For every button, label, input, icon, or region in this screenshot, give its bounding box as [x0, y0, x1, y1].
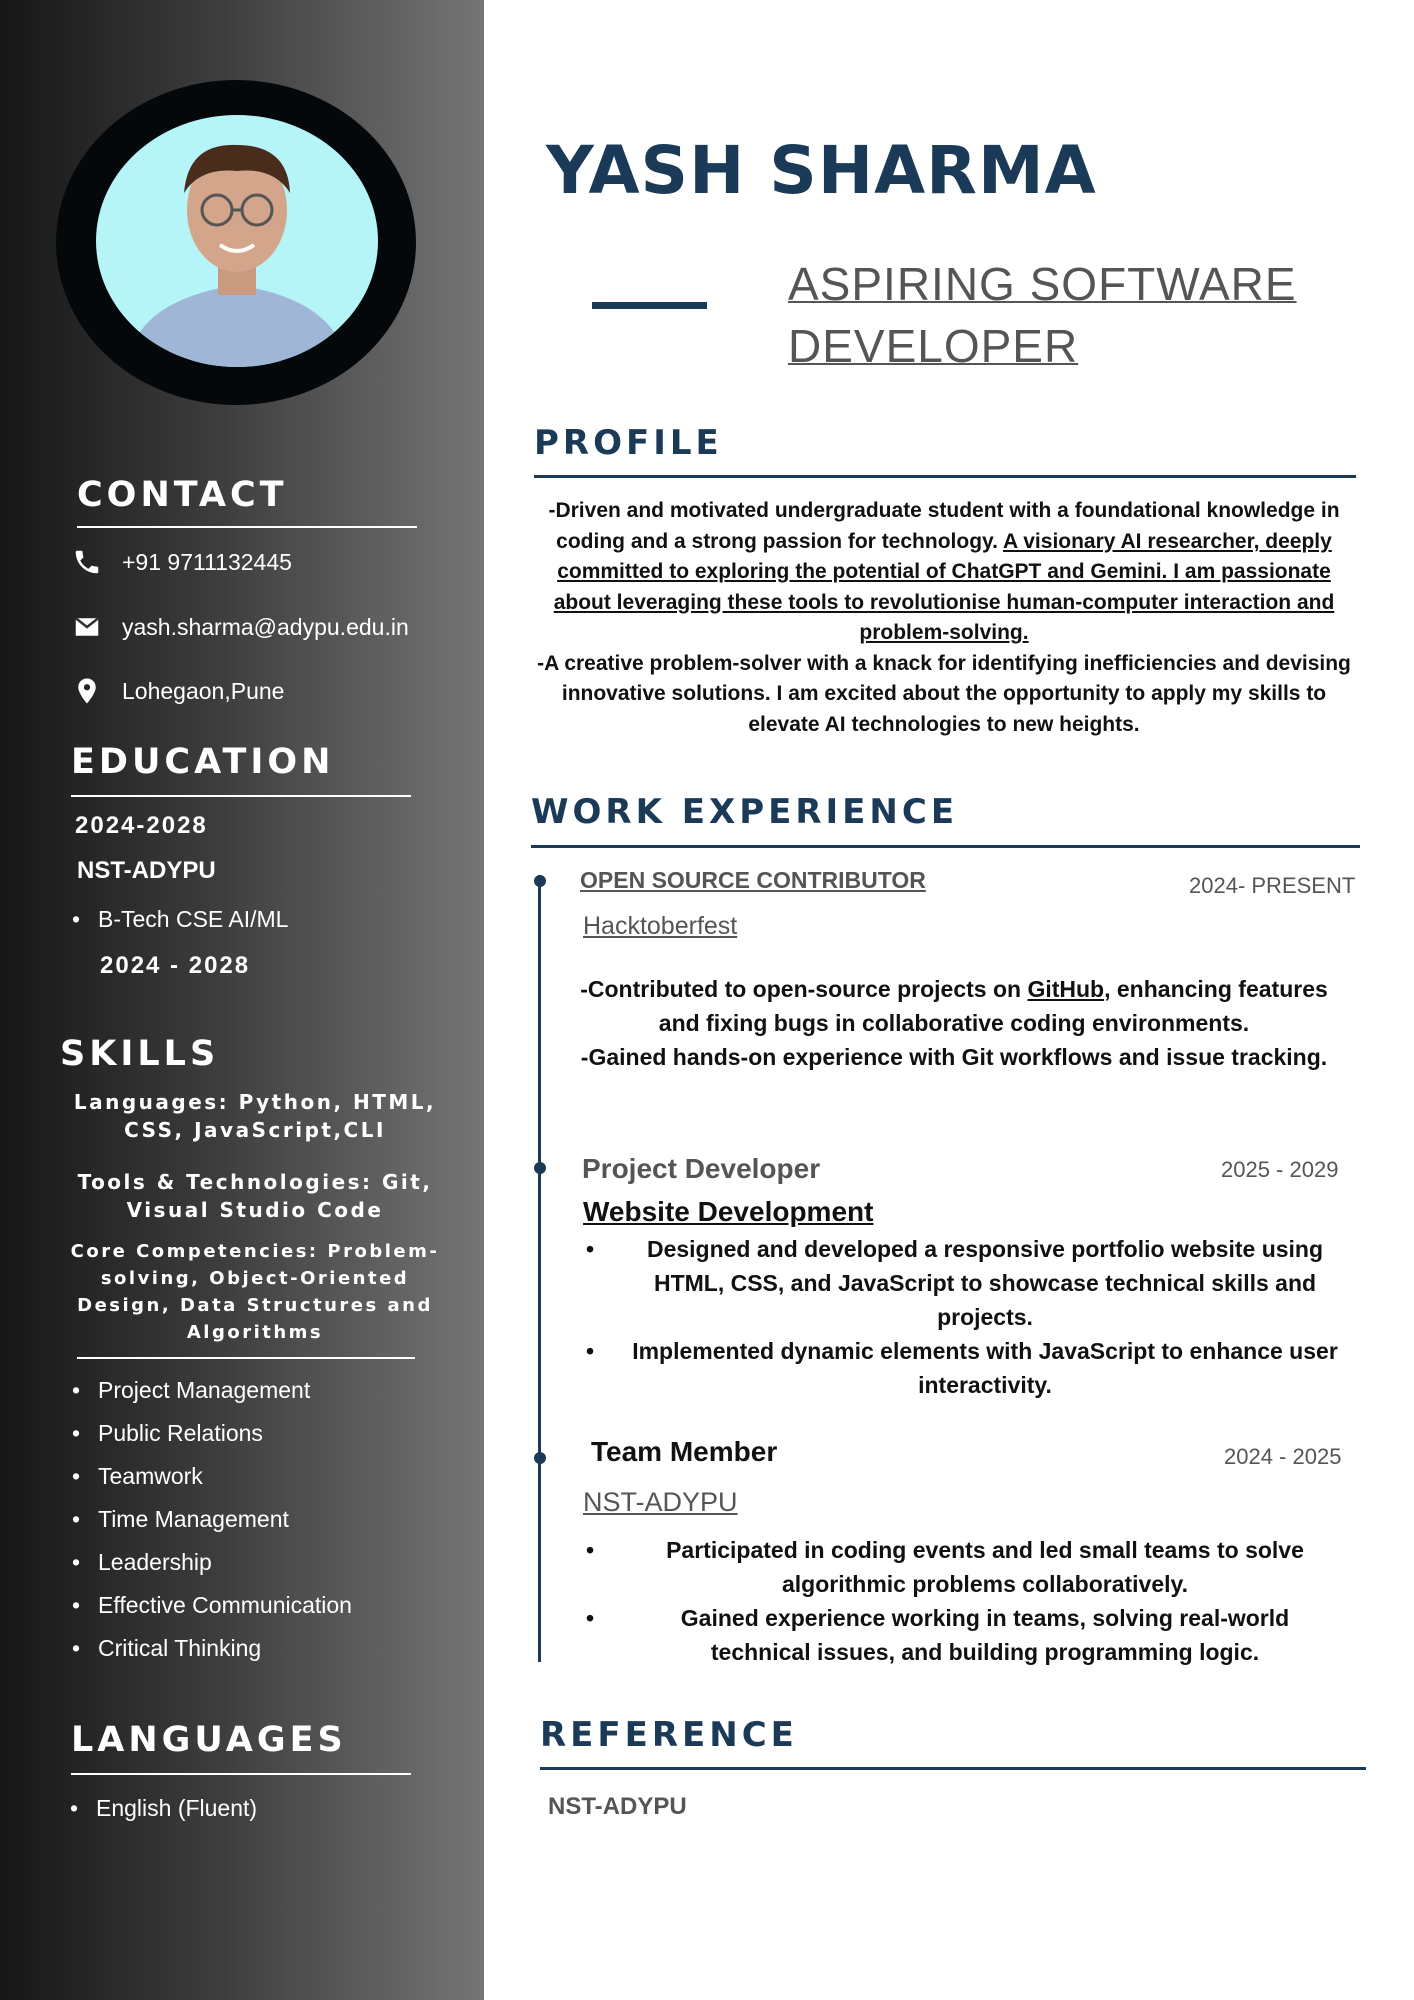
contact-phone[interactable] [72, 547, 292, 577]
education-institution: NST-ADYPU [77, 857, 216, 884]
profile-photo [96, 115, 378, 367]
soft-skill-item: • Time Management [72, 1506, 352, 1549]
location-text: Lohegaon,Pune [122, 677, 285, 704]
soft-skill-item: • Leadership [72, 1549, 352, 1592]
job-role: Team Member [591, 1436, 778, 1467]
job-organization: Hacktoberfest [583, 912, 738, 940]
work-experience-heading: WORK EXPERIENCE [531, 792, 959, 832]
job-description [560, 972, 1348, 1074]
education-degree-list [72, 906, 288, 933]
job-bullets [580, 1533, 1340, 1669]
reference-heading: REFERENCE [540, 1715, 798, 1755]
skills-divider [77, 1357, 415, 1359]
timeline-dot [534, 1452, 546, 1464]
profile-photo-frame [56, 80, 416, 405]
timeline-dot [534, 875, 546, 887]
job-date: 2025 - 2029 [1221, 1157, 1339, 1182]
job-organization: NST-ADYPU [583, 1487, 738, 1517]
profile-summary-highlight: A visionary AI researcher, deeply committed to exploring the potential of ChatGPT and Gemini. I am passionate about leveraging these tools to revolutionise human-computer interaction and problem-solving. [553, 529, 1335, 644]
email-text: yash.sharma@adypu.edu.in [122, 613, 409, 640]
soft-skills-list [72, 1377, 352, 1678]
work-experience-divider [531, 845, 1360, 848]
soft-skill-item: • Teamwork [72, 1463, 352, 1506]
job-date: 2024- PRESENT [1189, 873, 1356, 898]
phone-icon [72, 547, 102, 577]
job-bullet: • Implemented dynamic elements with JavaScript to enhance user interactivity. [580, 1334, 1340, 1402]
resume-job-title: ASPIRING SOFTWARE DEVELOPER [788, 258, 1297, 372]
soft-skill-item: • Effective Communication [72, 1592, 352, 1635]
phone-text: +91 9711132445 [122, 548, 292, 575]
job-date: 2024 - 2025 [1224, 1444, 1342, 1469]
job-bullets [580, 1232, 1340, 1402]
location-pin-icon [72, 676, 102, 706]
job-bullet: • Participated in coding events and led small teams to solve algorithmic problems collaboratively. [580, 1533, 1340, 1601]
soft-skill-item: • Public Relations [72, 1420, 352, 1463]
education-divider [71, 795, 411, 797]
timeline-dot [534, 1162, 546, 1174]
profile-summary-second: -A creative problem-solver with a knack for identifying inefficiencies and devising innovative solutions. I am excited about the opportunity to apply my skills to elevate AI technologies to new heights. [537, 651, 1351, 736]
job-role: OPEN SOURCE CONTRIBUTOR [580, 867, 926, 893]
title-accent-dash [592, 302, 707, 309]
language-item: • English (Fluent) [70, 1795, 257, 1822]
skills-heading: SKILLS [60, 1034, 220, 1074]
job-bullet: • Designed and developed a responsive portfolio website using HTML, CSS, and JavaScript to showcase technical skills and projects. [580, 1232, 1340, 1334]
experience-timeline [538, 875, 541, 1662]
resume-name: YASH SHARMA [546, 132, 1097, 209]
profile-summary-intro: -Driven and motivated undergraduate student with a foundational knowledge in coding and a strong passion for technology. [548, 499, 1340, 553]
job-description-second: -Gained hands-on experience with Git workflows and issue tracking. [580, 1044, 1328, 1070]
job-organization: Website Development [583, 1196, 874, 1227]
languages-heading: LANGUAGES [71, 1720, 347, 1760]
contact-heading: CONTACT [77, 475, 288, 515]
education-degree-years: 2024 - 2028 [100, 952, 251, 979]
profile-heading: PROFILE [534, 423, 723, 463]
languages-list [70, 1795, 257, 1822]
education-years: 2024-2028 [75, 812, 208, 839]
contact-email[interactable] [72, 612, 409, 642]
profile-divider [534, 475, 1356, 478]
github-link[interactable]: GitHub [1027, 976, 1105, 1002]
reference-text: NST-ADYPU [548, 1793, 687, 1820]
skills-core: Core Competencies: Problem-solving, Object-Oriented Design, Data Structures and Algorithms [70, 1241, 440, 1343]
skills-tools: Tools & Technologies: Git, Visual Studio Code [77, 1170, 433, 1222]
reference-divider [540, 1767, 1366, 1770]
sidebar [0, 0, 484, 2000]
person-avatar-icon [96, 115, 378, 367]
job-bullet: • Gained experience working in teams, solving real-world technical issues, and building programming logic. [580, 1601, 1340, 1669]
soft-skill-item: • Critical Thinking [72, 1635, 352, 1678]
education-heading: EDUCATION [71, 742, 335, 782]
profile-summary [528, 496, 1360, 740]
soft-skill-item: • Project Management [72, 1377, 352, 1420]
education-degree: • B-Tech CSE AI/ML [72, 906, 288, 933]
email-icon [72, 612, 102, 642]
job-role: Project Developer [582, 1153, 821, 1184]
languages-divider [71, 1773, 411, 1775]
job-description-start: -Contributed to open-source projects on [580, 976, 1028, 1002]
contact-location [72, 676, 284, 706]
job-description-end: , enhancing features and fixing bugs in collaborative coding environments. [658, 976, 1328, 1036]
skills-languages: Languages: Python, HTML, CSS, JavaScript,CLI [73, 1090, 437, 1142]
contact-divider [77, 526, 417, 528]
